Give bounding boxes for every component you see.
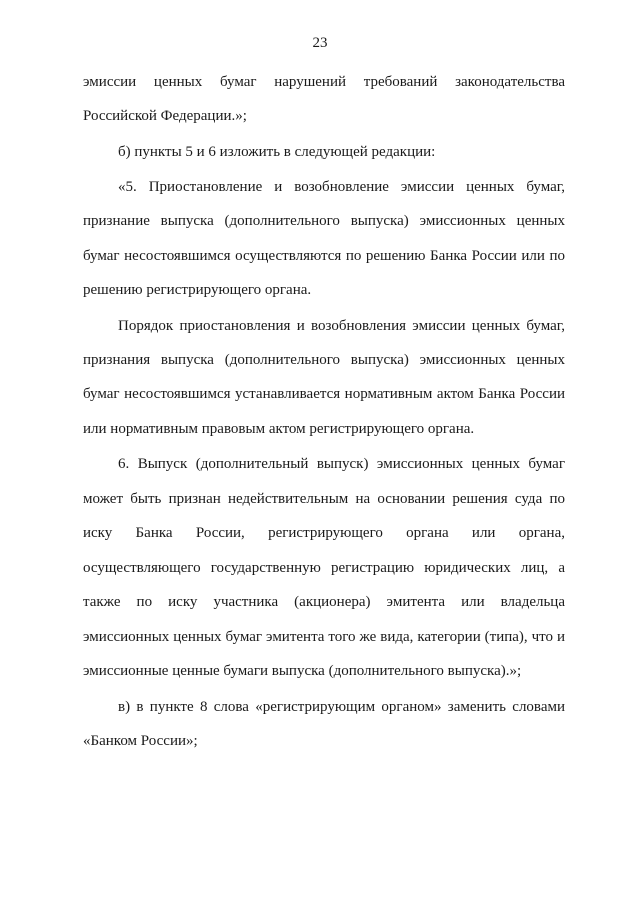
text-line: эмиссионные ценные бумаги выпуска (дополнительного выпуска).»; — [83, 663, 522, 679]
text-line: также по иску участника (акционера) эмитента или владельца — [83, 594, 565, 610]
text-line: Российской Федерации.»; — [83, 108, 247, 124]
text-line: Порядок приостановления и возобновления эмиссии ценных бумаг, — [118, 318, 565, 334]
text-line: эмиссионных ценных бумаг эмитента того же вида, категории (типа), что и — [83, 629, 565, 645]
text-line: б) пункты 5 и 6 изложить в следующей редакции: — [118, 144, 436, 160]
text-line: бумаг несостоявшимся осуществляются по решению Банка России или по — [83, 248, 565, 264]
text-line: признания выпуска (дополнительного выпуска) эмиссионных ценных — [83, 352, 565, 368]
text-line: эмиссии ценных бумаг нарушений требований законодательства — [83, 74, 565, 90]
text-line: в) в пункте 8 слова «регистрирующим органом» заменить словами — [118, 699, 565, 715]
text-line: может быть признан недействительным на основании решения суда по — [83, 491, 565, 507]
text-line: «5. Приостановление и возобновление эмиссии ценных бумаг, — [118, 179, 565, 195]
text-line: 6. Выпуск (дополнительный выпуск) эмиссионных ценных бумаг — [118, 456, 565, 472]
text-line: или нормативным правовым актом регистрирующего органа. — [83, 421, 475, 437]
page-number: 23 — [312, 35, 328, 51]
text-line: «Банком России»; — [83, 733, 198, 749]
text-line: признание выпуска (дополнительного выпуска) эмиссионных ценных — [83, 213, 565, 229]
text-line: иску Банка России, регистрирующего органа или органа, — [83, 525, 565, 541]
text-line: бумаг несостоявшимся устанавливается нормативным актом Банка России — [83, 386, 565, 402]
text-line: осуществляющего государственную регистрацию юридических лиц, а — [83, 560, 565, 576]
text-line: решению регистрирующего органа. — [83, 282, 312, 298]
